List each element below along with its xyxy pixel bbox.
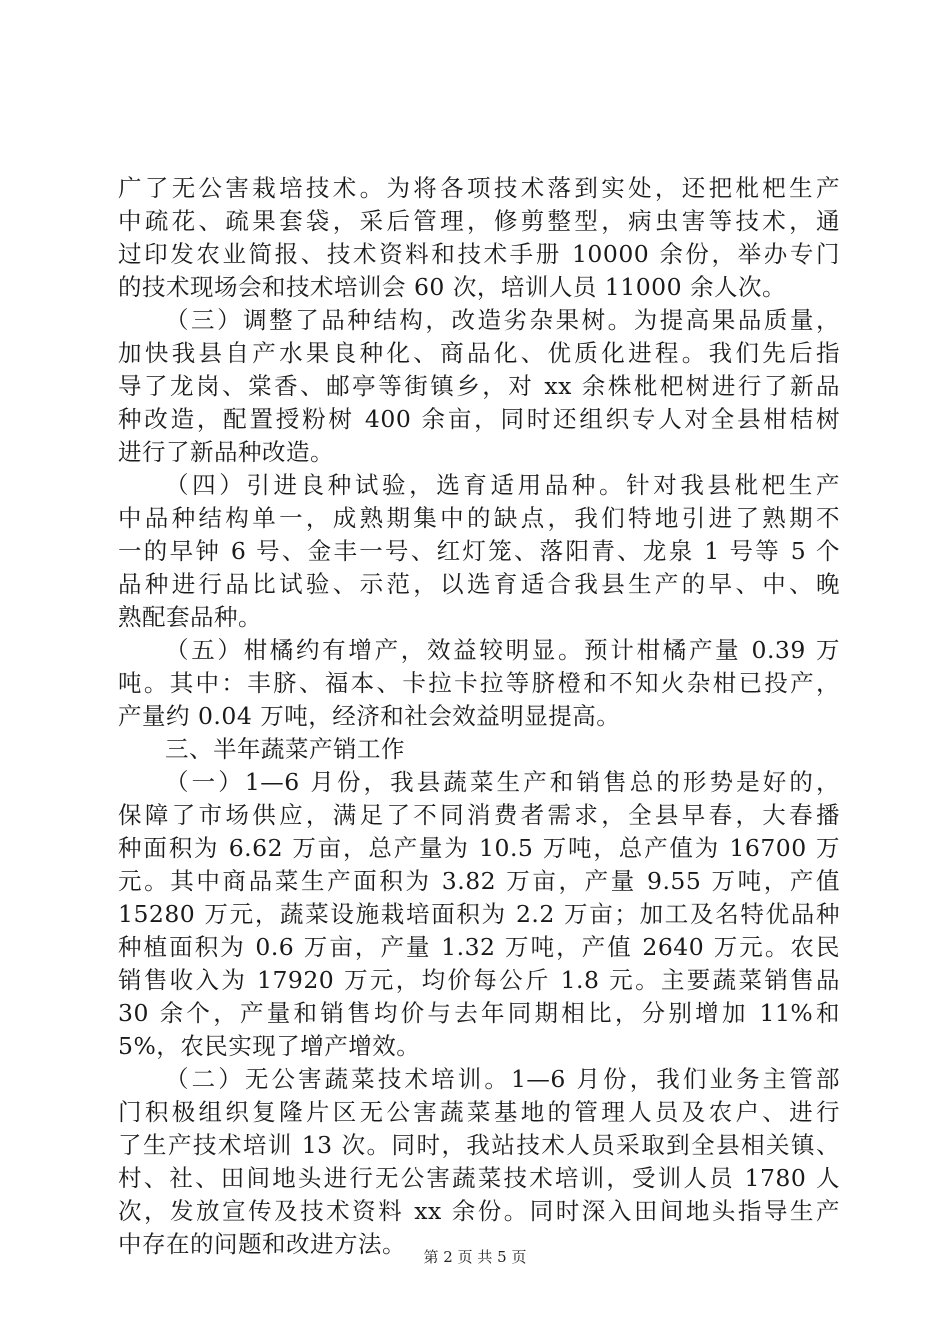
text-line: （一）1—6 月份，我县蔬菜生产和销售总的形势是好的， (165, 768, 840, 796)
paragraph (118, 304, 840, 469)
paragraph (118, 634, 840, 733)
text-line: 30 余个，产量和销售均价与去年同期相比，分别增加 11%和 (118, 999, 840, 1027)
document-body (118, 172, 840, 1261)
page-number: 第 2 页 共 5 页 (423, 1248, 527, 1266)
paragraph (118, 172, 840, 304)
text-line: 导了龙岗、棠香、邮亭等街镇乡，对 xx 余株枇杷树进行了新品 (118, 372, 840, 400)
text-line: 种面积为 6.62 万亩，总产量为 10.5 万吨，总产值为 16700 万 (118, 834, 840, 862)
text-line: 保障了市场供应，满足了不同消费者需求，全县早春，大春播 (118, 801, 840, 829)
text-line: 种植面积为 0.6 万亩，产量 1.32 万吨，产值 2640 万元。农民 (118, 933, 840, 961)
text-line: 吨。其中：丰脐、福本、卡拉卡拉等脐橙和不知火杂柑已投产， (118, 669, 840, 697)
text-line: （二）无公害蔬菜技术培训。1—6 月份，我们业务主管部 (165, 1065, 840, 1093)
text-line: 15280 万元，蔬菜设施栽培面积为 2.2 万亩；加工及名特优品种 (118, 900, 840, 928)
text-line: 广了无公害栽培技术。为将各项技术落到实处，还把枇杷生产 (118, 174, 840, 202)
text-line: 熟配套品种。 (118, 603, 262, 631)
text-line: 中疏花、疏果套袋，采后管理，修剪整型，病虫害等技术，通 (118, 207, 840, 235)
text-line: 了生产技术培训 13 次。同时，我站技术人员采取到全县相关镇、 (118, 1131, 840, 1159)
text-line: 加快我县自产水果良种化、商品化、优质化进程。我们先后指 (118, 339, 840, 367)
text-line: 进行了新品种改造。 (118, 438, 334, 466)
text-line: 产量约 0.04 万吨，经济和社会效益明显提高。 (118, 702, 621, 730)
text-line: 种改造，配置授粉树 400 余亩，同时还组织专人对全县柑桔树 (118, 405, 840, 433)
text-line: 村、社、田间地头进行无公害蔬菜技术培训，受训人员 1780 人 (118, 1164, 840, 1192)
text-line: 销售收入为 17920 万元，均价每公斤 1.8 元。主要蔬菜销售品 (118, 966, 840, 994)
text-line: 中存在的问题和改进方法。 (118, 1230, 406, 1258)
paragraph (118, 733, 840, 766)
text-line: 元。其中商品菜生产面积为 3.82 万亩，产量 9.55 万吨，产值 (118, 867, 840, 895)
text-line: 品种进行品比试验、示范，以选育适合我县生产的早、中、晚 (118, 570, 840, 598)
paragraph (118, 766, 840, 1063)
paragraph (118, 1063, 840, 1261)
text-line: 中品种结构单一，成熟期集中的缺点，我们特地引进了熟期不 (118, 504, 840, 532)
text-line: （三）调整了品种结构，改造劣杂果树。为提高果品质量， (165, 306, 840, 334)
page-footer (0, 1247, 950, 1267)
text-line: 5%，农民实现了增产增效。 (118, 1032, 421, 1060)
text-line: 一的早钟 6 号、金丰一号、红灯笼、落阳青、龙泉 1 号等 5 个 (118, 537, 840, 565)
text-line: 三、半年蔬菜产销工作 (165, 735, 405, 763)
text-line: 的技术现场会和技术培训会 60 次，培训人员 11000 余人次。 (118, 273, 787, 301)
paragraph (118, 469, 840, 634)
text-line: 次，发放宣传及技术资料 xx 余份。同时深入田间地头指导生产 (118, 1197, 840, 1225)
text-line: 门积极组织复隆片区无公害蔬菜基地的管理人员及农户、进行 (118, 1098, 840, 1126)
text-line: （四）引进良种试验，选育适用品种。针对我县枇杷生产 (165, 471, 840, 499)
text-line: 过印发农业简报、技术资料和技术手册 10000 余份，举办专门 (118, 240, 840, 268)
text-line: （五）柑橘约有增产，效益较明显。预计柑橘产量 0.39 万 (165, 636, 840, 664)
